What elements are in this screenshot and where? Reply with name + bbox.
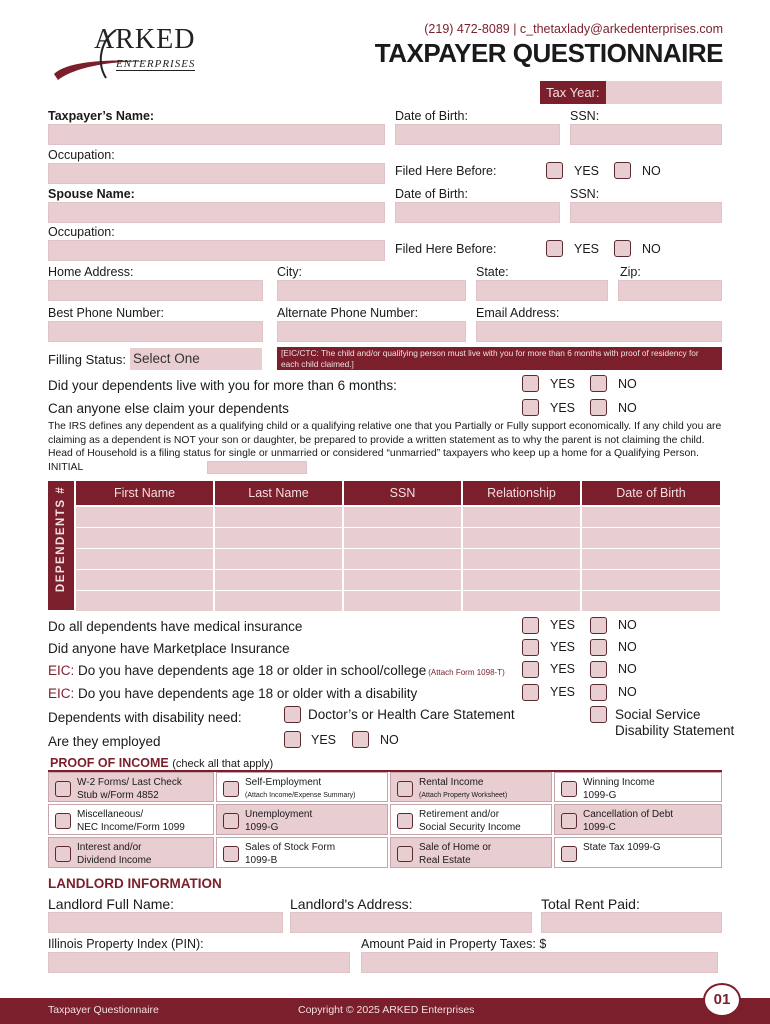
q-claim-dependents-label: Can anyone else claim your dependents: [48, 401, 289, 416]
email-label: Email Address:: [476, 306, 560, 320]
employed-no-label: NO: [380, 733, 399, 747]
question-label: [48, 663, 505, 678]
spouse-name-label: Spouse Name:: [48, 187, 135, 201]
logo-main-text: ARKED: [94, 24, 196, 55]
spouse-occupation-input[interactable]: [48, 240, 385, 261]
spouse-ssn-label: SSN:: [570, 187, 600, 201]
proof-label-line1: Unemployment: [245, 809, 313, 820]
proof-cell: [48, 772, 214, 802]
proof-cell: [390, 772, 552, 802]
taxpayer-filed-no-checkbox[interactable]: [614, 162, 631, 179]
question-label: [48, 619, 302, 634]
page-number: 01: [713, 991, 731, 1008]
taxpayer-occupation-input[interactable]: [48, 163, 385, 184]
proof-label-line1: Sale of Home or: [419, 842, 492, 853]
proof-checkbox[interactable]: [55, 813, 71, 829]
dependent-cell[interactable]: [463, 570, 580, 590]
home-address-label: Home Address:: [48, 265, 134, 279]
doctor-statement-label: Doctor’s or Health Care Statement: [308, 707, 515, 722]
dependent-cell[interactable]: [344, 507, 461, 527]
employed-label: Are they employed: [48, 734, 161, 749]
proof-label-line1: Winning Income: [583, 777, 655, 788]
alt-phone-input[interactable]: [277, 321, 466, 342]
dep-col-dob: Date of Birth: [582, 481, 720, 505]
q-claim-dependents-no-checkbox[interactable]: [590, 399, 607, 416]
question-no-checkbox[interactable]: [590, 639, 607, 656]
question-no-label: NO: [618, 618, 637, 632]
spouse-filed-no-checkbox[interactable]: [614, 240, 631, 257]
dependent-cell[interactable]: [463, 591, 580, 611]
proof-checkbox[interactable]: [561, 781, 577, 797]
email-input[interactable]: [476, 321, 722, 342]
question-no-checkbox[interactable]: [590, 684, 607, 701]
dependent-cell[interactable]: [344, 528, 461, 548]
city-input[interactable]: [277, 280, 466, 301]
footer-copyright: Copyright © 2025 ARKED Enterprises: [298, 1004, 475, 1016]
spouse-filed-label: Filed Here Before:: [395, 242, 497, 256]
dependent-cell[interactable]: [215, 591, 342, 611]
q-live-six-months-label: Did your dependents live with you for more than 6 months:: [48, 378, 397, 393]
proof-cell: [554, 772, 722, 802]
page-number-badge: [703, 983, 741, 1017]
taxpayer-name-label: Taxpayer’s Name:: [48, 109, 155, 123]
question-yes-label: YES: [550, 662, 576, 676]
dependent-cell[interactable]: [582, 507, 720, 527]
logo: [46, 22, 206, 86]
proof-checkbox[interactable]: [397, 813, 413, 829]
page-title: TAXPAYER QUESTIONNAIRE: [374, 38, 723, 68]
dependent-cell[interactable]: [215, 570, 342, 590]
doctor-statement-checkbox[interactable]: [284, 706, 301, 723]
spouse-ssn-input[interactable]: [570, 202, 722, 223]
social-service-label-1: Social Service: [615, 707, 701, 722]
landlord-title: LANDLORD INFORMATION: [48, 876, 222, 891]
employed-no-checkbox[interactable]: [352, 731, 369, 748]
eic-prefix: EIC:: [48, 686, 75, 701]
proof-label-line2: (Attach Property Worksheet): [419, 792, 508, 799]
filing-status-label: Filling Status:: [48, 352, 127, 367]
proof-checkbox[interactable]: [397, 781, 413, 797]
tax-year-label: Tax Year:: [540, 81, 606, 104]
proof-checkbox[interactable]: [561, 846, 577, 862]
q-live-six-months-no-label: NO: [618, 377, 637, 391]
state-input[interactable]: [476, 280, 608, 301]
proof-label-line2: Stub w/Form 4852: [77, 790, 159, 801]
proof-checkbox[interactable]: [55, 781, 71, 797]
dep-col-ssn: SSN: [344, 481, 461, 505]
city-label: City:: [277, 265, 302, 279]
proof-label-line2: 1099-B: [245, 855, 278, 866]
question-text: Did anyone have Marketplace Insurance: [48, 641, 290, 656]
taxpayer-filed-no-label: NO: [642, 164, 661, 178]
proof-checkbox[interactable]: [397, 846, 413, 862]
dependent-cell[interactable]: [582, 570, 720, 590]
proof-label-line1: Cancellation of Debt: [583, 809, 674, 820]
dependent-cell[interactable]: [215, 549, 342, 569]
rent-paid-label: Total Rent Paid:: [541, 896, 640, 912]
dependent-cell[interactable]: [76, 528, 213, 548]
proof-checkbox[interactable]: [223, 813, 239, 829]
question-no-checkbox[interactable]: [590, 617, 607, 634]
dependent-cell[interactable]: [582, 549, 720, 569]
dep-col-relationship: Relationship: [463, 481, 580, 505]
dependents-side-label-box: [48, 481, 74, 610]
taxpayer-filed-yes-label: YES: [574, 164, 600, 178]
proof-checkbox[interactable]: [223, 781, 239, 797]
landlord-address-input[interactable]: [290, 912, 532, 933]
spouse-dob-label: Date of Birth:: [395, 187, 468, 201]
proof-label-line2: (Attach Income/Expense Summary): [245, 792, 356, 799]
social-service-checkbox[interactable]: [590, 706, 607, 723]
home-address-input[interactable]: [48, 280, 263, 301]
taxpayer-ssn-label: SSN:: [570, 109, 600, 123]
spouse-name-input[interactable]: [48, 202, 385, 223]
dependent-cell[interactable]: [463, 507, 580, 527]
alt-phone-label: Alternate Phone Number:: [277, 306, 419, 320]
landlord-address-label: Landlord's Address:: [290, 896, 413, 912]
best-phone-input[interactable]: [48, 321, 263, 342]
tax-year-field[interactable]: [540, 81, 722, 104]
proof-cell: [216, 772, 388, 802]
dependent-cell[interactable]: [344, 591, 461, 611]
spouse-filed-yes-label: YES: [574, 242, 600, 256]
taxpayer-dob-label: Date of Birth:: [395, 109, 468, 123]
question-label: [48, 686, 417, 701]
disability-need-label: Dependents with disability need:: [48, 710, 242, 725]
dependent-cell[interactable]: [463, 528, 580, 548]
proof-checkbox[interactable]: [223, 846, 239, 862]
proof-cell: [216, 804, 388, 835]
social-service-label-2: Disability Statement: [615, 723, 735, 738]
question-text: Do all dependents have medical insurance: [48, 619, 303, 634]
taxpayer-filed-yes-checkbox[interactable]: [546, 162, 563, 179]
proof-label-line1: W-2 Forms/ Last Check: [77, 777, 182, 788]
landlord-name-label: Landlord Full Name:: [48, 896, 175, 912]
employed-yes-checkbox[interactable]: [284, 731, 301, 748]
dep-col-last-name: Last Name: [215, 481, 342, 505]
question-yes-checkbox[interactable]: [522, 639, 539, 656]
irs-paragraph-text: The IRS defines any dependent as a qualifying child or a qualifying relative one that you Partially or Fully support economically. If any child you are claiming as a dependent is NOT your son or daughter, be prepared to provide a written statement as to why the parent is not claiming the child. Head of Household is a filing status for single or unmarried or considered “unmarried” taxpayers who keep up a home for a Qualifying Person. INITIAL: [48, 421, 722, 473]
proof-label-line2: Real Estate: [419, 855, 471, 866]
taxpayer-name-input[interactable]: [48, 124, 385, 145]
proof-subtitle: (check all that apply): [172, 758, 274, 770]
proof-label-line1: Sales of Stock Form: [245, 842, 336, 853]
dependent-cell[interactable]: [582, 528, 720, 548]
proof-label-line1: Rental Income: [419, 777, 484, 788]
proof-label-line2: 1099-G: [583, 790, 617, 801]
attach-note: (Attach Form 1098-T): [428, 668, 505, 677]
question-text: Do you have dependents age 18 or older with a disability: [74, 686, 418, 701]
proof-of-income-heading: [50, 756, 273, 770]
question-text: Do you have dependents age 18 or older in school/college: [74, 663, 427, 678]
proof-cell: [554, 804, 722, 835]
pin-input[interactable]: [48, 952, 350, 973]
taxpayer-ssn-input[interactable]: [570, 124, 722, 145]
employed-yes-label: YES: [311, 733, 337, 747]
spouse-filed-yes-checkbox[interactable]: [546, 240, 563, 257]
spouse-dob-input[interactable]: [395, 202, 560, 223]
dependent-cell[interactable]: [76, 570, 213, 590]
q-claim-dependents-yes-checkbox[interactable]: [522, 399, 539, 416]
question-yes-checkbox[interactable]: [522, 684, 539, 701]
proof-cell: [48, 804, 214, 835]
dependent-cell[interactable]: [76, 591, 213, 611]
question-no-label: NO: [618, 640, 637, 654]
pin-label: Illinois Property Index (PIN):: [48, 937, 204, 951]
initial-input[interactable]: [207, 461, 307, 474]
state-label: State:: [476, 265, 509, 279]
best-phone-label: Best Phone Number:: [48, 306, 165, 320]
property-tax-label: Amount Paid in Property Taxes: $: [361, 937, 547, 951]
eic-prefix: EIC:: [48, 663, 75, 678]
proof-cell: [390, 804, 552, 835]
proof-cell: [390, 837, 552, 868]
question-yes-checkbox[interactable]: [522, 661, 539, 678]
proof-label-line2: Dividend Income: [77, 855, 152, 866]
dependent-cell[interactable]: [463, 549, 580, 569]
dependents-side-label: DEPENDENTS #: [55, 485, 67, 593]
proof-cell: [554, 837, 722, 868]
proof-label-line1: Retirement and/or: [419, 809, 500, 820]
eic-note: [EIC/CTC: The child and/or qualifying person must live with you for more than 6 months with proof of residency for each child claimed.]: [277, 347, 722, 370]
question-no-checkbox[interactable]: [590, 661, 607, 678]
q-claim-dependents-yes-label: YES: [550, 401, 576, 415]
question-no-label: NO: [618, 662, 637, 676]
proof-label-line1: Self-Employment: [245, 777, 322, 788]
proof-title: PROOF OF INCOME: [50, 756, 169, 770]
proof-label-line1: Interest and/or: [77, 842, 142, 853]
zip-label: Zip:: [620, 265, 641, 279]
dependent-cell[interactable]: [344, 570, 461, 590]
dependent-cell[interactable]: [215, 528, 342, 548]
proof-label-line2: 1099-G: [245, 822, 279, 833]
zip-input[interactable]: [618, 280, 722, 301]
question-yes-label: YES: [550, 640, 576, 654]
spouse-occupation-label: Occupation:: [48, 225, 115, 239]
dependent-cell[interactable]: [76, 549, 213, 569]
property-tax-input[interactable]: [361, 952, 718, 973]
q-live-six-months-yes-label: YES: [550, 377, 576, 391]
question-yes-label: YES: [550, 685, 576, 699]
footer-left: Taxpayer Questionnaire: [48, 1004, 159, 1016]
dependent-cell[interactable]: [76, 507, 213, 527]
q-live-six-months-no-checkbox[interactable]: [590, 375, 607, 392]
dependent-cell[interactable]: [215, 507, 342, 527]
proof-checkbox[interactable]: [55, 846, 71, 862]
taxpayer-dob-input[interactable]: [395, 124, 560, 145]
dep-col-first-name: First Name: [76, 481, 213, 505]
dependent-cell[interactable]: [582, 591, 720, 611]
proof-cell: [216, 837, 388, 868]
header-contact: (219) 472-8089 | c_thetaxlady@arkedenterprises.com: [424, 22, 723, 36]
proof-cell: [48, 837, 214, 868]
q-live-six-months-yes-checkbox[interactable]: [522, 375, 539, 392]
filing-status-select[interactable]: Select One: [130, 348, 262, 370]
proof-label-line2: 1099-C: [583, 822, 616, 833]
spouse-filed-no-label: NO: [642, 242, 661, 256]
proof-label-line2: NEC Income/Form 1099: [77, 822, 185, 833]
question-yes-checkbox[interactable]: [522, 617, 539, 634]
question-label: [48, 641, 290, 656]
taxpayer-occupation-label: Occupation:: [48, 148, 115, 162]
logo-sub-text: ENTERPRISES: [116, 58, 196, 70]
dependent-cell[interactable]: [344, 549, 461, 569]
q-claim-dependents-no-label: NO: [618, 401, 637, 415]
proof-label-line1: State Tax 1099-G: [583, 842, 661, 853]
landlord-name-input[interactable]: [48, 912, 283, 933]
question-no-label: NO: [618, 685, 637, 699]
irs-paragraph: [48, 420, 724, 474]
taxpayer-filed-label: Filed Here Before:: [395, 164, 497, 178]
proof-checkbox[interactable]: [561, 813, 577, 829]
proof-label-line1: Miscellaneous/: [77, 809, 144, 820]
question-yes-label: YES: [550, 618, 576, 632]
rent-paid-input[interactable]: [541, 912, 722, 933]
proof-label-line2: Social Security Income: [419, 822, 521, 833]
